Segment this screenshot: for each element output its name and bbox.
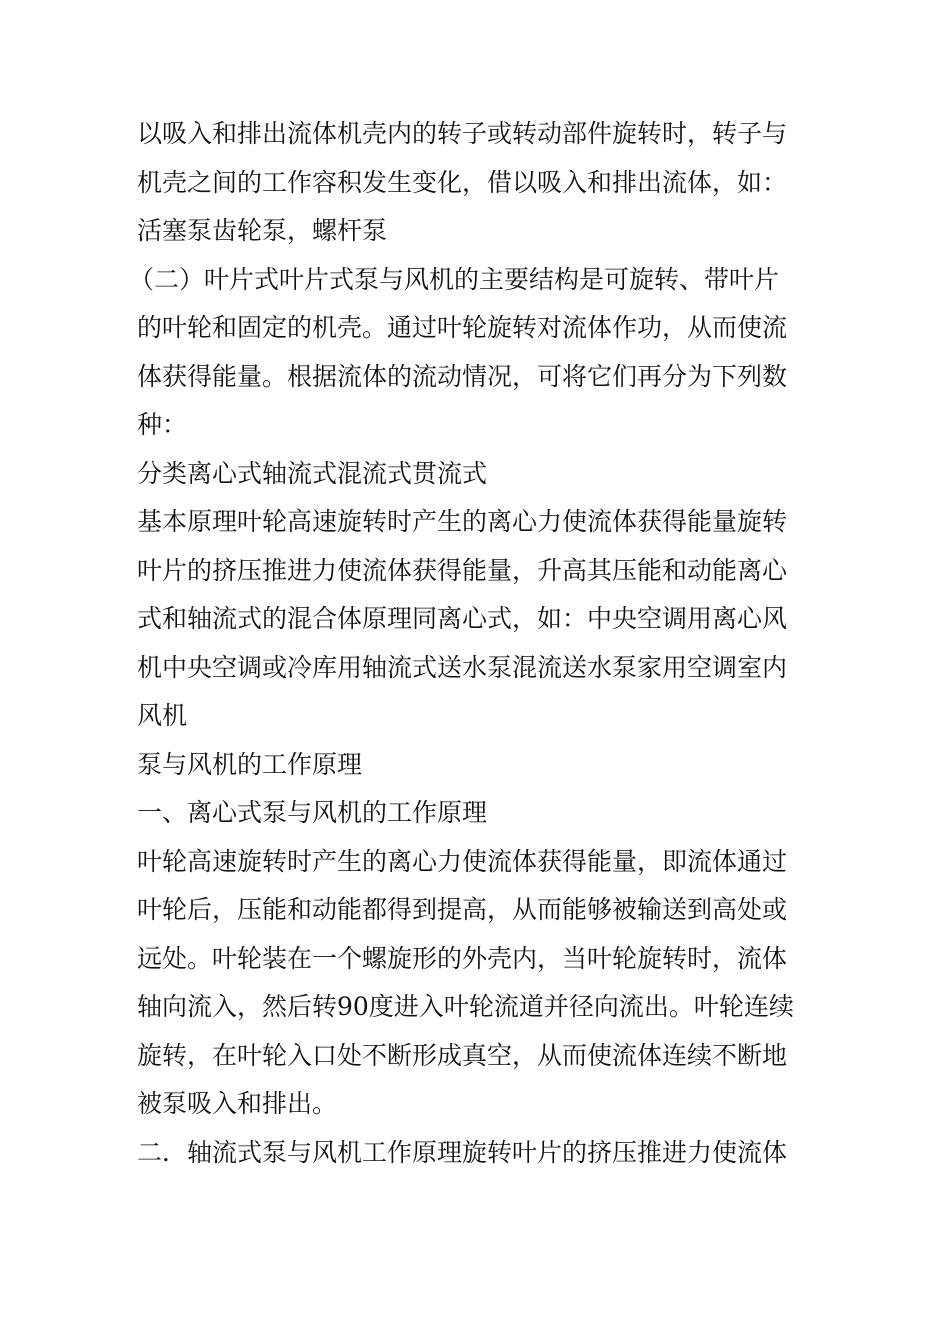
heading-line: 二．轴流式泵与风机工作原理旋转叶片的挤压推进力使流体 <box>137 1137 788 1167</box>
text-line: 活塞泵齿轮泵，螺杆泵 <box>137 216 388 245</box>
text-line: 机壳之间的工作容积发生变化，借以吸入和排出流体，如： <box>137 167 788 197</box>
text-line: 基本原理叶轮高速旋转时产生的离心力使流体获得能量旋转 <box>137 507 788 536</box>
text-line: 式和轴流式的混合体原理同离心式，如：中央空调用离心风 <box>137 604 788 633</box>
text-line: 远处。叶轮装在一个螺旋形的外壳内，当叶轮旋转时，流体 <box>137 943 788 973</box>
text-line: 的叶轮和固定的机壳。通过叶轮旋转对流体作功，从而使流 <box>137 313 788 342</box>
text-line: 轴向流入，然后转90度进入叶轮流道并径向流出。叶轮连续 <box>137 992 794 1021</box>
text-line: 叶轮后，压能和动能都得到提高，从而能够被输送到高处或 <box>137 895 788 924</box>
text-line: 机中央空调或冷库用轴流式送水泵混流送水泵家用空调室内 <box>137 652 788 682</box>
text-line: 以吸入和排出流体机壳内的转子或转动部件旋转时，转子与 <box>137 119 788 148</box>
text-line: 叶轮高速旋转时产生的离心力使流体获得能量，即流体通过 <box>137 846 788 876</box>
heading-line: 泵与风机的工作原理 <box>137 749 363 779</box>
text-line: 被泵吸入和排出。 <box>137 1089 338 1118</box>
text-line: 体获得能量。根据流体的流动情况，可将它们再分为下列数 <box>137 361 788 391</box>
body-text <box>129 110 817 1177</box>
heading-line: 一、离心式泵与风机的工作原理 <box>137 798 488 827</box>
text-line: 叶片的挤压推进力使流体获得能量，升高其压能和动能离心 <box>137 555 788 585</box>
text-line: 旋转，在叶轮入口处不断形成真空，从而使流体连续不断地 <box>137 1040 788 1070</box>
text-line: 分类离心式轴流式混流式贯流式 <box>137 458 488 488</box>
text-line: 风机 <box>137 701 188 730</box>
text-line: 种： <box>137 410 188 439</box>
section-heading-line: （二）叶片式叶片式泵与风机的主要结构是可旋转、带叶片 <box>129 264 780 294</box>
